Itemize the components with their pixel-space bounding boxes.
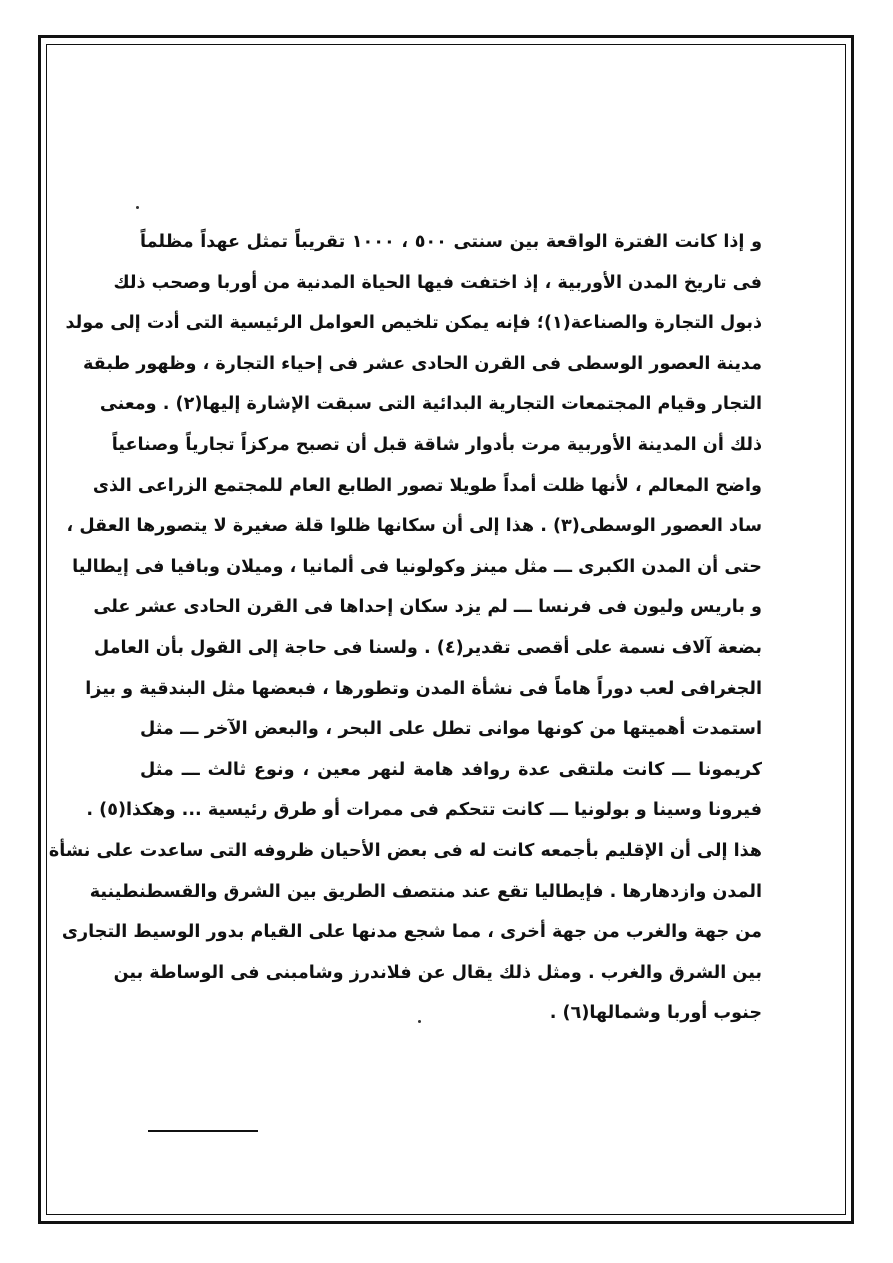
body-paragraph [48, 222, 763, 1034]
text-line: التجار وقيام المجتمعات التجارية البدائية التى سبقت الإشارة إليها(٢) . ومعنى [99, 394, 762, 415]
text-line: فى تاريخ المدن الأوربية ، إذ اختفت فيها الحياة المدنية من أوربا وصحب ذلك [113, 272, 762, 293]
text-line: المدن وازدهارها . فإيطاليا تقع عند منتصف الطريق بين الشرق والقسطنطينية [89, 881, 762, 902]
text-line: ذبول التجارة والصناعة(١)؛ فإنه يمكن تلخيص العوامل الرئيسية التى أدت إلى مولد [65, 313, 762, 334]
text-line: حتى أن المدن الكبرى ـــ مثل مينز وكولونيا فى ألمانيا ، وميلان وبافيا فى إيطاليا [72, 556, 762, 577]
text-line: فيرونا وسينا و بولونيا ـــ كانت تتحكم فى ممرات أو طرق رئيسية ... وهكذا(٥) . [86, 800, 762, 821]
text-line: و باريس وليون فى فرنسا ـــ لم يزد سكان إحداها فى القرن الحادى عشر على [93, 597, 762, 618]
text-line: بين الشرق والغرب . ومثل ذلك يقال عن فلاندرز وشامبنى فى الوساطة بين [113, 962, 762, 983]
footnote-separator [148, 1130, 258, 1132]
text-line: كريمونا ـــ كانت ملتقى عدة روافد هامة لنهر معين ، ونوع ثالث ـــ مثل [140, 759, 762, 780]
text-line: بضعة آلاف نسمة على أقصى تقدير(٤) . ولسنا فى حاجة إلى القول بأن العامل [93, 637, 762, 658]
text-line: هذا إلى أن الإقليم بأجمعه كانت له فى بعض الأحيان ظروفه التى ساعدت على نشأة [48, 840, 762, 861]
text-line: ساد العصور الوسطى(٣) . هذا إلى أن سكانها ظلوا قلة صغيرة لا يتصورها العقل ، [66, 516, 762, 537]
text-line: من جهة والغرب من جهة أخرى ، مما شجع مدنها على القيام بدور الوسيط التجارى [61, 922, 762, 943]
scan-speck [136, 206, 139, 209]
text-line: مدينة العصور الوسطى فى القرن الحادى عشر فى إحياء التجارة ، وظهور طبقة [83, 353, 762, 374]
text-line: الجغرافى لعب دوراً هاماً فى نشأة المدن وتطورها ، فبعضها مثل البندقية و بيزا [85, 678, 762, 699]
text-line-last: جنوب أوربا وشمالها(٦) . [549, 1003, 762, 1024]
text-line: و إذا كانت الفترة الواقعة بين سنتى ٥٠٠ ، ١٠٠٠ تقريباً تمثل عهداً مظلماً [140, 232, 763, 252]
text-line: واضح المعالم ، لأنها ظلت أمداً طويلا تصور الطابع العام للمجتمع الزراعى الذى [92, 475, 762, 496]
text-line: ذلك أن المدينة الأوربية مرت بأدوار شاقة قبل أن تصبح مركزاً تجارياً وصناعياً [111, 434, 762, 455]
text-line: استمدت أهميتها من كونها موانى تطل على البحر ، والبعض الآخر ـــ مثل [140, 719, 762, 740]
